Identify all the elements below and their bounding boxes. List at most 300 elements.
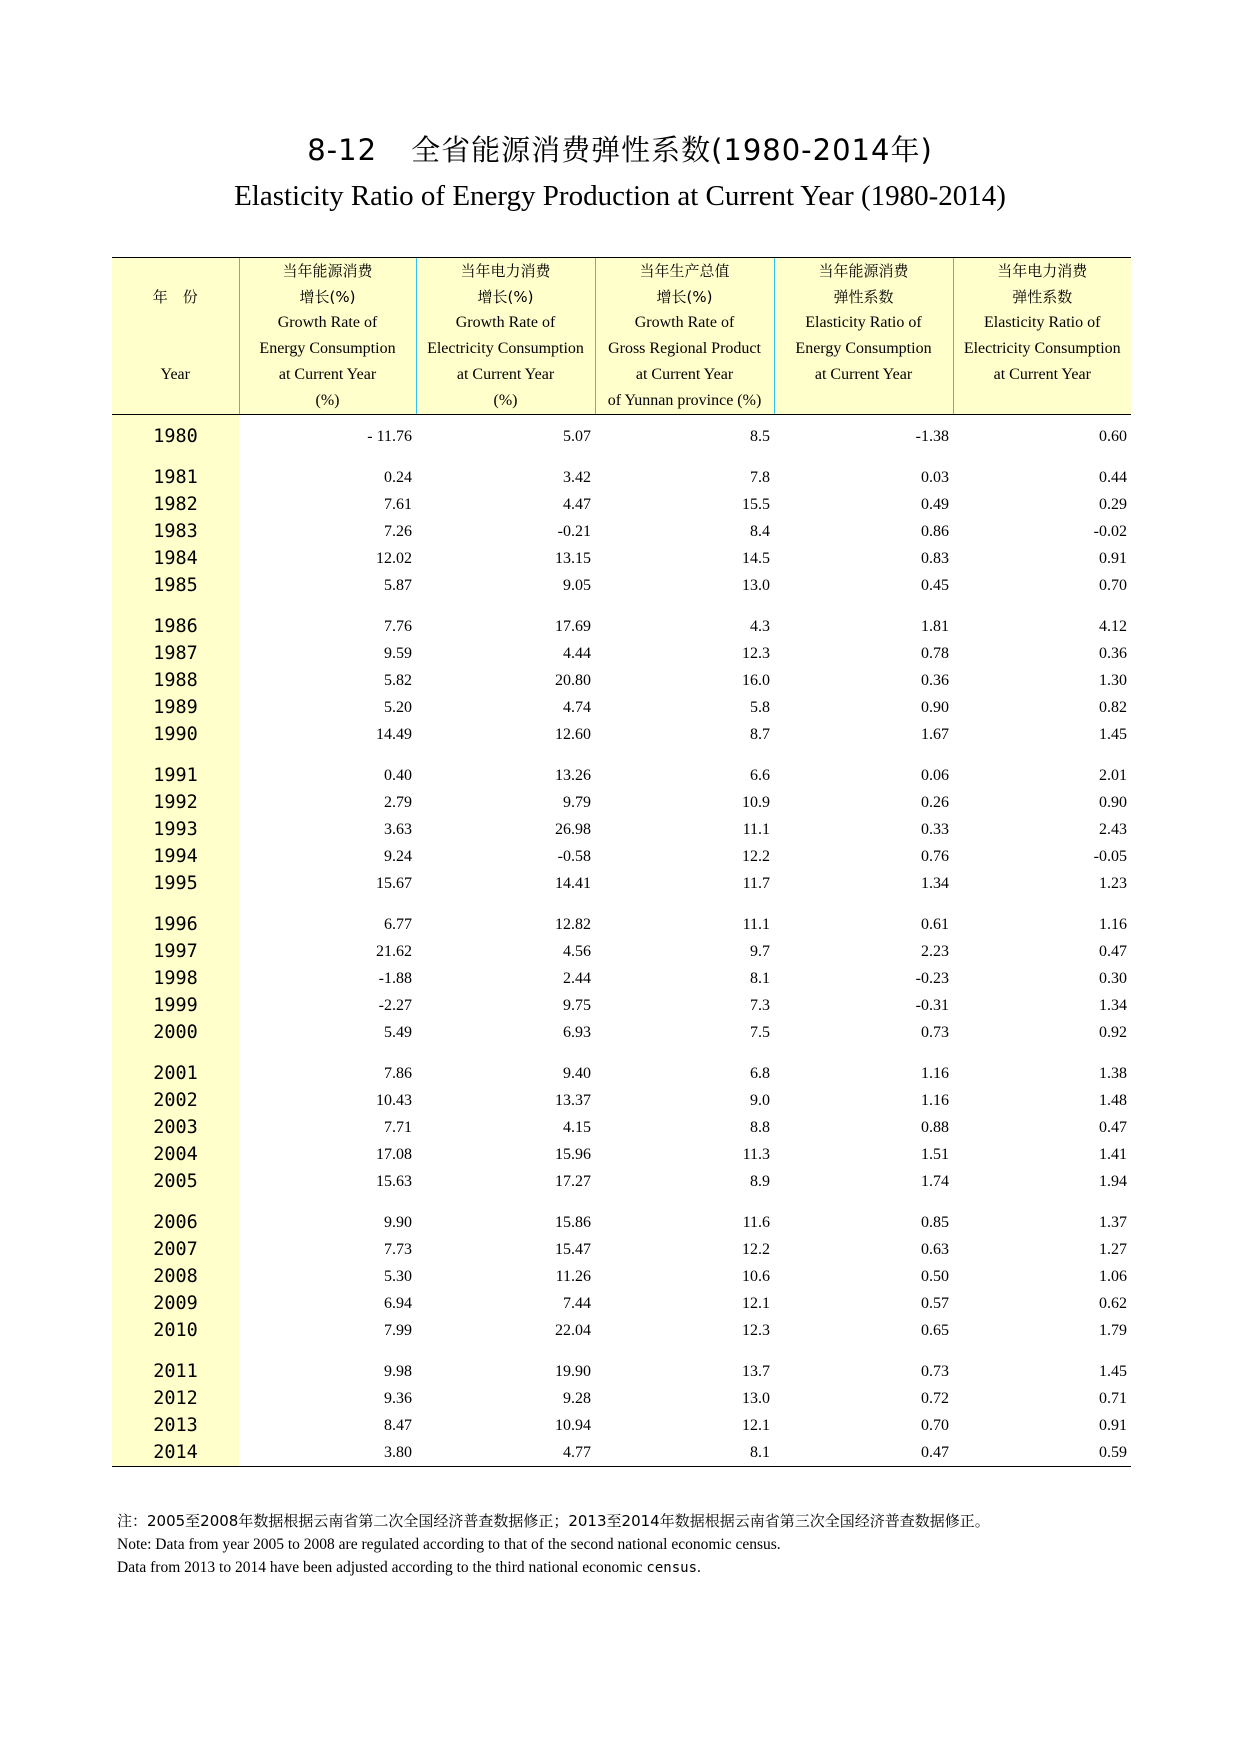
electricity-growth-cell: 7.44 bbox=[563, 1295, 591, 1312]
electricity-growth-cell: 4.44 bbox=[563, 645, 591, 662]
energy-growth-cell: 7.61 bbox=[384, 496, 412, 513]
column-header-en-line: at Current Year bbox=[278, 366, 377, 383]
grp-growth-cell: 13.0 bbox=[742, 577, 770, 594]
table-row bbox=[112, 1263, 1131, 1290]
electricity-elasticity-column-header bbox=[953, 258, 1131, 415]
grp-growth-cell: 11.1 bbox=[742, 916, 770, 933]
spacer-row bbox=[112, 599, 1131, 613]
electricity-elasticity-cell: 0.71 bbox=[1099, 1390, 1127, 1407]
electricity-growth-cell: 3.42 bbox=[563, 469, 591, 486]
energy-growth-cell: 7.86 bbox=[384, 1065, 412, 1082]
grp-growth-cell: 12.1 bbox=[742, 1417, 770, 1434]
year-cell: 1995 bbox=[112, 870, 239, 897]
electricity-elasticity-cell: 0.36 bbox=[1099, 645, 1127, 662]
column-header-en-line: at Current Year bbox=[456, 366, 555, 383]
electricity-growth-cell: 13.15 bbox=[555, 550, 591, 567]
electricity-growth-cell: 15.96 bbox=[555, 1146, 591, 1163]
energy-elasticity-cell: 1.67 bbox=[921, 726, 949, 743]
electricity-elasticity-cell: 1.79 bbox=[1099, 1322, 1127, 1339]
grp-growth-column-header bbox=[595, 258, 774, 415]
table-body bbox=[112, 415, 1131, 1467]
energy-elasticity-cell: 0.47 bbox=[774, 1439, 953, 1467]
energy-elasticity-cell: 0.76 bbox=[921, 848, 949, 865]
energy-growth-cell: 9.59 bbox=[384, 645, 412, 662]
energy-growth-cell: 6.77 bbox=[384, 916, 412, 933]
table-row bbox=[112, 789, 1131, 816]
spacer-row bbox=[112, 748, 1131, 762]
energy-growth-cell: 0.24 bbox=[384, 469, 412, 486]
electricity-elasticity-cell: 0.62 bbox=[1099, 1295, 1127, 1312]
column-header-en-line: Energy Consumption bbox=[795, 340, 932, 357]
year-cell: 1989 bbox=[112, 694, 239, 721]
electricity-elasticity-cell: 1.30 bbox=[1099, 672, 1127, 689]
year-cell: 2004 bbox=[112, 1141, 239, 1168]
energy-elasticity-cell: 0.36 bbox=[921, 672, 949, 689]
year-cell: 2007 bbox=[112, 1236, 239, 1263]
electricity-growth-cell: 13.37 bbox=[555, 1092, 591, 1109]
electricity-growth-cell: 5.07 bbox=[563, 428, 591, 445]
table-row bbox=[112, 965, 1131, 992]
electricity-growth-cell: 9.75 bbox=[563, 997, 591, 1014]
energy-elasticity-cell: 0.90 bbox=[921, 699, 949, 716]
grp-growth-cell: 6.6 bbox=[750, 767, 770, 784]
energy-elasticity-cell: -0.31 bbox=[915, 997, 949, 1014]
energy-growth-cell: 0.40 bbox=[384, 767, 412, 784]
electricity-growth-cell: 4.47 bbox=[563, 496, 591, 513]
spacer-row bbox=[112, 897, 1131, 911]
electricity-elasticity-cell: 0.92 bbox=[1099, 1024, 1127, 1041]
table-row bbox=[112, 938, 1131, 965]
electricity-elasticity-cell: 0.29 bbox=[1099, 496, 1127, 513]
energy-growth-cell: 3.80 bbox=[239, 1439, 416, 1467]
grp-growth-cell: 13.7 bbox=[742, 1363, 770, 1380]
electricity-growth-cell: 22.04 bbox=[555, 1322, 591, 1339]
energy-elasticity-cell: 1.51 bbox=[921, 1146, 949, 1163]
energy-elasticity-cell: 1.16 bbox=[921, 1092, 949, 1109]
grp-growth-cell: 8.1 bbox=[750, 970, 770, 987]
column-header-cn-line: 弹性系数 bbox=[833, 288, 894, 306]
note-chinese: 注：2005至2008年数据根据云南省第二次全国经济普查数据修正；2013至2014年数据根据云南省第三次全国经济普查数据修正。 bbox=[117, 1512, 990, 1530]
title-chinese-text: 全省能源消费弹性系数(1980-2014年) bbox=[411, 133, 933, 167]
column-header-en-line: (%) bbox=[315, 392, 340, 409]
elasticity-table bbox=[112, 257, 1131, 1467]
year-cell: 1988 bbox=[112, 667, 239, 694]
column-header-en-line: Electricity Consumption bbox=[963, 340, 1121, 357]
energy-elasticity-cell: 0.61 bbox=[921, 916, 949, 933]
page-title-chinese bbox=[0, 128, 1240, 169]
spacer-row bbox=[112, 450, 1131, 464]
energy-growth-cell: 2.79 bbox=[384, 794, 412, 811]
column-header-en-line: Growth Rate of bbox=[455, 314, 556, 331]
column-header-en-line: Growth Rate of bbox=[277, 314, 378, 331]
electricity-growth-cell: 17.69 bbox=[555, 618, 591, 635]
energy-elasticity-cell: 1.74 bbox=[921, 1173, 949, 1190]
year-cell: 2013 bbox=[112, 1412, 239, 1439]
grp-growth-cell: 16.0 bbox=[742, 672, 770, 689]
energy-growth-cell: 7.76 bbox=[384, 618, 412, 635]
energy-growth-cell: 17.08 bbox=[376, 1146, 412, 1163]
energy-growth-cell: 15.67 bbox=[376, 875, 412, 892]
electricity-growth-cell: 4.74 bbox=[563, 699, 591, 716]
energy-elasticity-cell: 0.49 bbox=[921, 496, 949, 513]
energy-growth-cell: 3.63 bbox=[384, 821, 412, 838]
energy-elasticity-cell: 0.86 bbox=[921, 523, 949, 540]
grp-growth-cell: 9.7 bbox=[750, 943, 770, 960]
year-cell: 1983 bbox=[112, 518, 239, 545]
table-row bbox=[112, 545, 1131, 572]
electricity-elasticity-cell: 1.34 bbox=[1099, 997, 1127, 1014]
table-row bbox=[112, 911, 1131, 938]
energy-growth-cell: -1.88 bbox=[378, 970, 412, 987]
electricity-elasticity-cell: 1.38 bbox=[1099, 1065, 1127, 1082]
electricity-growth-cell: 13.26 bbox=[555, 767, 591, 784]
table-row bbox=[112, 816, 1131, 843]
electricity-growth-cell: 19.90 bbox=[555, 1363, 591, 1380]
electricity-growth-cell: 12.82 bbox=[555, 916, 591, 933]
electricity-elasticity-cell: 1.16 bbox=[1099, 916, 1127, 933]
energy-growth-cell: -2.27 bbox=[378, 997, 412, 1014]
energy-elasticity-cell: 0.33 bbox=[921, 821, 949, 838]
table-number: 8-12 bbox=[307, 133, 378, 167]
table-row bbox=[112, 1209, 1131, 1236]
column-header-cn-line: 当年电力消费 bbox=[997, 262, 1088, 280]
table-row bbox=[112, 423, 1131, 450]
table-row bbox=[112, 640, 1131, 667]
electricity-growth-column-header bbox=[416, 258, 595, 415]
energy-growth-cell: 21.62 bbox=[376, 943, 412, 960]
year-cell: 1997 bbox=[112, 938, 239, 965]
grp-growth-cell: 14.5 bbox=[742, 550, 770, 567]
electricity-elasticity-cell: 0.91 bbox=[1099, 1417, 1127, 1434]
electricity-elasticity-cell: 0.60 bbox=[1099, 428, 1127, 445]
electricity-elasticity-cell: -0.02 bbox=[1093, 523, 1127, 540]
energy-elasticity-cell: 2.23 bbox=[921, 943, 949, 960]
energy-growth-cell: 9.98 bbox=[384, 1363, 412, 1380]
electricity-elasticity-cell: 1.45 bbox=[1099, 726, 1127, 743]
year-cell: 1981 bbox=[112, 464, 239, 491]
grp-growth-cell: 7.3 bbox=[750, 997, 770, 1014]
table-row bbox=[112, 1385, 1131, 1412]
electricity-elasticity-cell: 2.43 bbox=[1099, 821, 1127, 838]
grp-growth-cell: 8.4 bbox=[750, 523, 770, 540]
table-row bbox=[112, 491, 1131, 518]
energy-elasticity-cell: 0.50 bbox=[921, 1268, 949, 1285]
electricity-elasticity-cell: 0.70 bbox=[1099, 577, 1127, 594]
year-cell: 1994 bbox=[112, 843, 239, 870]
year-column-header bbox=[112, 258, 239, 415]
year-cell: 2011 bbox=[112, 1358, 239, 1385]
table-row bbox=[112, 518, 1131, 545]
grp-growth-cell: 10.6 bbox=[742, 1268, 770, 1285]
grp-growth-cell: 12.2 bbox=[742, 1241, 770, 1258]
energy-growth-cell: 7.71 bbox=[384, 1119, 412, 1136]
electricity-growth-cell: 9.28 bbox=[563, 1390, 591, 1407]
electricity-elasticity-cell: 0.90 bbox=[1099, 794, 1127, 811]
column-header-en-line: Energy Consumption bbox=[259, 340, 396, 357]
table-row bbox=[112, 1168, 1131, 1195]
energy-elasticity-cell: 1.16 bbox=[921, 1065, 949, 1082]
year-cell: 2009 bbox=[112, 1290, 239, 1317]
electricity-growth-cell: 12.60 bbox=[555, 726, 591, 743]
year-cell: 2003 bbox=[112, 1114, 239, 1141]
energy-growth-cell: 10.43 bbox=[376, 1092, 412, 1109]
note-english-2-end: . bbox=[697, 1559, 701, 1576]
energy-growth-cell: 5.49 bbox=[384, 1024, 412, 1041]
electricity-elasticity-cell: 1.41 bbox=[1099, 1146, 1127, 1163]
table-row bbox=[112, 1019, 1131, 1046]
column-header-en-line: Elasticity Ratio of bbox=[984, 314, 1101, 331]
electricity-elasticity-cell: 4.12 bbox=[1099, 618, 1127, 635]
year-cell: 1980 bbox=[112, 423, 239, 450]
table-row bbox=[112, 694, 1131, 721]
year-cell: 1986 bbox=[112, 613, 239, 640]
spacer-row bbox=[112, 1195, 1131, 1209]
grp-growth-cell: 8.9 bbox=[750, 1173, 770, 1190]
column-header-en-line: of Yunnan province (%) bbox=[607, 392, 762, 409]
electricity-growth-cell: 26.98 bbox=[555, 821, 591, 838]
year-cell: 1998 bbox=[112, 965, 239, 992]
energy-growth-cell: 5.87 bbox=[384, 577, 412, 594]
grp-growth-cell: 12.3 bbox=[742, 1322, 770, 1339]
column-header-cn-line: 弹性系数 bbox=[1012, 288, 1073, 306]
note-english-2-word: census bbox=[646, 1560, 697, 1576]
table-row bbox=[112, 1412, 1131, 1439]
electricity-growth-cell: -0.21 bbox=[557, 523, 591, 540]
column-header-en-line: at Current Year bbox=[635, 366, 734, 383]
electricity-elasticity-cell: 1.45 bbox=[1099, 1363, 1127, 1380]
year-cell: 2001 bbox=[112, 1060, 239, 1087]
electricity-elasticity-cell: 0.82 bbox=[1099, 699, 1127, 716]
electricity-elasticity-cell: 1.48 bbox=[1099, 1092, 1127, 1109]
year-cell: 2014 bbox=[112, 1439, 239, 1467]
electricity-elasticity-cell: 0.30 bbox=[1099, 970, 1127, 987]
electricity-growth-cell: 10.94 bbox=[555, 1417, 591, 1434]
footnotes bbox=[117, 1510, 990, 1580]
energy-elasticity-cell: 0.73 bbox=[921, 1024, 949, 1041]
electricity-elasticity-cell: 1.37 bbox=[1099, 1214, 1127, 1231]
energy-elasticity-cell: -1.38 bbox=[915, 428, 949, 445]
column-header-en-line: Electricity Consumption bbox=[427, 340, 584, 357]
page-title-english: Elasticity Ratio of Energy Production at Current Year (1980-2014) bbox=[234, 180, 1006, 212]
electricity-elasticity-cell: 2.01 bbox=[1099, 767, 1127, 784]
column-header-cn-line: 当年能源消费 bbox=[818, 262, 909, 280]
table-row bbox=[112, 992, 1131, 1019]
year-cell: 1993 bbox=[112, 816, 239, 843]
electricity-elasticity-cell: -0.05 bbox=[1093, 848, 1127, 865]
grp-growth-cell: 6.8 bbox=[750, 1065, 770, 1082]
table-row bbox=[112, 1358, 1131, 1385]
energy-elasticity-cell: 0.72 bbox=[921, 1390, 949, 1407]
header-row bbox=[112, 258, 1131, 415]
energy-elasticity-cell: 0.45 bbox=[921, 577, 949, 594]
energy-elasticity-column-header bbox=[774, 258, 953, 415]
table-row bbox=[112, 1060, 1131, 1087]
energy-growth-cell: 14.49 bbox=[376, 726, 412, 743]
energy-elasticity-cell: 0.78 bbox=[921, 645, 949, 662]
grp-growth-cell: 11.7 bbox=[742, 875, 770, 892]
year-cell: 2000 bbox=[112, 1019, 239, 1046]
grp-growth-cell: 11.3 bbox=[742, 1146, 770, 1163]
table-row bbox=[112, 572, 1131, 599]
electricity-growth-cell: 9.79 bbox=[563, 794, 591, 811]
year-cell: 2010 bbox=[112, 1317, 239, 1344]
electricity-elasticity-cell: 0.44 bbox=[1099, 469, 1127, 486]
year-header-cn: 年 份 bbox=[152, 288, 198, 306]
table-row bbox=[112, 1087, 1131, 1114]
energy-elasticity-cell: 0.65 bbox=[921, 1322, 949, 1339]
electricity-elasticity-cell: 0.47 bbox=[1099, 943, 1127, 960]
energy-elasticity-cell: 0.63 bbox=[921, 1241, 949, 1258]
spacer-row bbox=[112, 1046, 1131, 1060]
note-english-2-main: Data from 2013 to 2014 have been adjusted according to the third national economic bbox=[117, 1559, 643, 1576]
grp-growth-cell: 12.3 bbox=[742, 645, 770, 662]
energy-growth-cell: 5.82 bbox=[384, 672, 412, 689]
year-cell: 1982 bbox=[112, 491, 239, 518]
year-cell: 2008 bbox=[112, 1263, 239, 1290]
energy-growth-cell: 15.63 bbox=[376, 1173, 412, 1190]
grp-growth-cell: 8.7 bbox=[750, 726, 770, 743]
year-cell: 2006 bbox=[112, 1209, 239, 1236]
energy-growth-cell: - 11.76 bbox=[367, 428, 412, 445]
energy-elasticity-cell: 0.85 bbox=[921, 1214, 949, 1231]
year-cell: 1991 bbox=[112, 762, 239, 789]
column-header-en-line: at Current Year bbox=[993, 366, 1091, 383]
grp-growth-cell: 8.5 bbox=[750, 428, 770, 445]
electricity-growth-cell: 17.27 bbox=[555, 1173, 591, 1190]
electricity-growth-cell: -0.58 bbox=[557, 848, 591, 865]
column-header-cn-line: 当年能源消费 bbox=[282, 262, 373, 280]
column-header-en-line: Gross Regional Product bbox=[608, 340, 761, 357]
column-header-en-line: Growth Rate of bbox=[634, 314, 735, 331]
grp-growth-cell: 15.5 bbox=[742, 496, 770, 513]
electricity-growth-cell: 20.80 bbox=[555, 672, 591, 689]
table-row bbox=[112, 613, 1131, 640]
column-header-cn-line: 增长(%) bbox=[656, 288, 713, 306]
year-cell: 1990 bbox=[112, 721, 239, 748]
table-row bbox=[112, 843, 1131, 870]
grp-growth-cell: 11.6 bbox=[742, 1214, 770, 1231]
electricity-growth-cell: 2.44 bbox=[563, 970, 591, 987]
electricity-growth-cell: 4.77 bbox=[416, 1439, 595, 1467]
energy-growth-cell: 5.20 bbox=[384, 699, 412, 716]
grp-growth-cell: 12.1 bbox=[742, 1295, 770, 1312]
energy-growth-cell: 6.94 bbox=[384, 1295, 412, 1312]
electricity-growth-cell: 9.40 bbox=[563, 1065, 591, 1082]
grp-growth-cell: 5.8 bbox=[750, 699, 770, 716]
electricity-growth-cell: 4.15 bbox=[563, 1119, 591, 1136]
energy-elasticity-cell: 0.03 bbox=[921, 469, 949, 486]
electricity-elasticity-cell: 1.27 bbox=[1099, 1241, 1127, 1258]
table-row bbox=[112, 464, 1131, 491]
column-header-en-line: Elasticity Ratio of bbox=[805, 314, 922, 331]
grp-growth-cell: 10.9 bbox=[742, 794, 770, 811]
year-cell: 1985 bbox=[112, 572, 239, 599]
table-row bbox=[112, 721, 1131, 748]
energy-elasticity-cell: 0.83 bbox=[921, 550, 949, 567]
energy-elasticity-cell: 0.57 bbox=[921, 1295, 949, 1312]
year-cell: 1987 bbox=[112, 640, 239, 667]
year-cell: 2002 bbox=[112, 1087, 239, 1114]
note-english-1: Note: Data from year 2005 to 2008 are regulated according to that of the second national economic census. bbox=[117, 1536, 781, 1553]
grp-growth-cell: 8.1 bbox=[595, 1439, 774, 1467]
grp-growth-cell: 8.8 bbox=[750, 1119, 770, 1136]
energy-growth-cell: 12.02 bbox=[376, 550, 412, 567]
electricity-growth-cell: 6.93 bbox=[563, 1024, 591, 1041]
grp-growth-cell: 11.1 bbox=[742, 821, 770, 838]
electricity-elasticity-cell: 0.47 bbox=[1099, 1119, 1127, 1136]
energy-growth-column-header bbox=[239, 258, 416, 415]
grp-growth-cell: 12.2 bbox=[742, 848, 770, 865]
table-row bbox=[112, 762, 1131, 789]
energy-elasticity-cell: -0.23 bbox=[915, 970, 949, 987]
energy-elasticity-cell: 1.81 bbox=[921, 618, 949, 635]
energy-elasticity-cell: 1.34 bbox=[921, 875, 949, 892]
table-row bbox=[112, 1439, 1131, 1467]
table-row bbox=[112, 667, 1131, 694]
energy-elasticity-cell: 0.26 bbox=[921, 794, 949, 811]
column-header-cn-line: 增长(%) bbox=[299, 288, 356, 306]
electricity-growth-cell: 15.47 bbox=[555, 1241, 591, 1258]
grp-growth-cell: 7.5 bbox=[750, 1024, 770, 1041]
energy-growth-cell: 9.36 bbox=[384, 1390, 412, 1407]
energy-elasticity-cell: 0.06 bbox=[921, 767, 949, 784]
energy-growth-cell: 8.47 bbox=[384, 1417, 412, 1434]
column-header-en-line: (%) bbox=[493, 392, 518, 409]
year-cell: 2012 bbox=[112, 1385, 239, 1412]
table-header bbox=[112, 258, 1131, 415]
table-row bbox=[112, 1290, 1131, 1317]
energy-elasticity-cell: 0.73 bbox=[921, 1363, 949, 1380]
energy-elasticity-cell: 0.70 bbox=[921, 1417, 949, 1434]
grp-growth-cell: 7.8 bbox=[750, 469, 770, 486]
electricity-growth-cell: 9.05 bbox=[563, 577, 591, 594]
electricity-elasticity-cell: 1.06 bbox=[1099, 1268, 1127, 1285]
energy-growth-cell: 9.90 bbox=[384, 1214, 412, 1231]
grp-growth-cell: 4.3 bbox=[750, 618, 770, 635]
year-cell: 1999 bbox=[112, 992, 239, 1019]
energy-growth-cell: 7.26 bbox=[384, 523, 412, 540]
electricity-growth-cell: 14.41 bbox=[555, 875, 591, 892]
table-row bbox=[112, 870, 1131, 897]
electricity-growth-cell: 11.26 bbox=[555, 1268, 591, 1285]
year-cell: 1992 bbox=[112, 789, 239, 816]
spacer-row bbox=[112, 415, 1131, 424]
energy-growth-cell: 7.99 bbox=[384, 1322, 412, 1339]
energy-growth-cell: 7.73 bbox=[384, 1241, 412, 1258]
column-header-cn-line: 当年电力消费 bbox=[460, 262, 551, 280]
electricity-elasticity-cell: 1.94 bbox=[1099, 1173, 1127, 1190]
table-row bbox=[112, 1114, 1131, 1141]
electricity-elasticity-cell: 1.23 bbox=[1099, 875, 1127, 892]
table-row bbox=[112, 1236, 1131, 1263]
energy-elasticity-cell: 0.88 bbox=[921, 1119, 949, 1136]
energy-growth-cell: 9.24 bbox=[384, 848, 412, 865]
year-cell: 2005 bbox=[112, 1168, 239, 1195]
electricity-growth-cell: 4.56 bbox=[563, 943, 591, 960]
year-header-en: Year bbox=[160, 366, 190, 383]
electricity-elasticity-cell: 0.91 bbox=[1099, 550, 1127, 567]
year-cell: 1984 bbox=[112, 545, 239, 572]
column-header-cn-line: 当年生产总值 bbox=[639, 262, 730, 280]
column-header-cn-line: 增长(%) bbox=[477, 288, 534, 306]
year-cell: 1996 bbox=[112, 911, 239, 938]
spacer-row bbox=[112, 1344, 1131, 1358]
note-english-2 bbox=[117, 1556, 990, 1580]
table-row bbox=[112, 1317, 1131, 1344]
table-row bbox=[112, 1141, 1131, 1168]
grp-growth-cell: 9.0 bbox=[750, 1092, 770, 1109]
energy-growth-cell: 5.30 bbox=[384, 1268, 412, 1285]
